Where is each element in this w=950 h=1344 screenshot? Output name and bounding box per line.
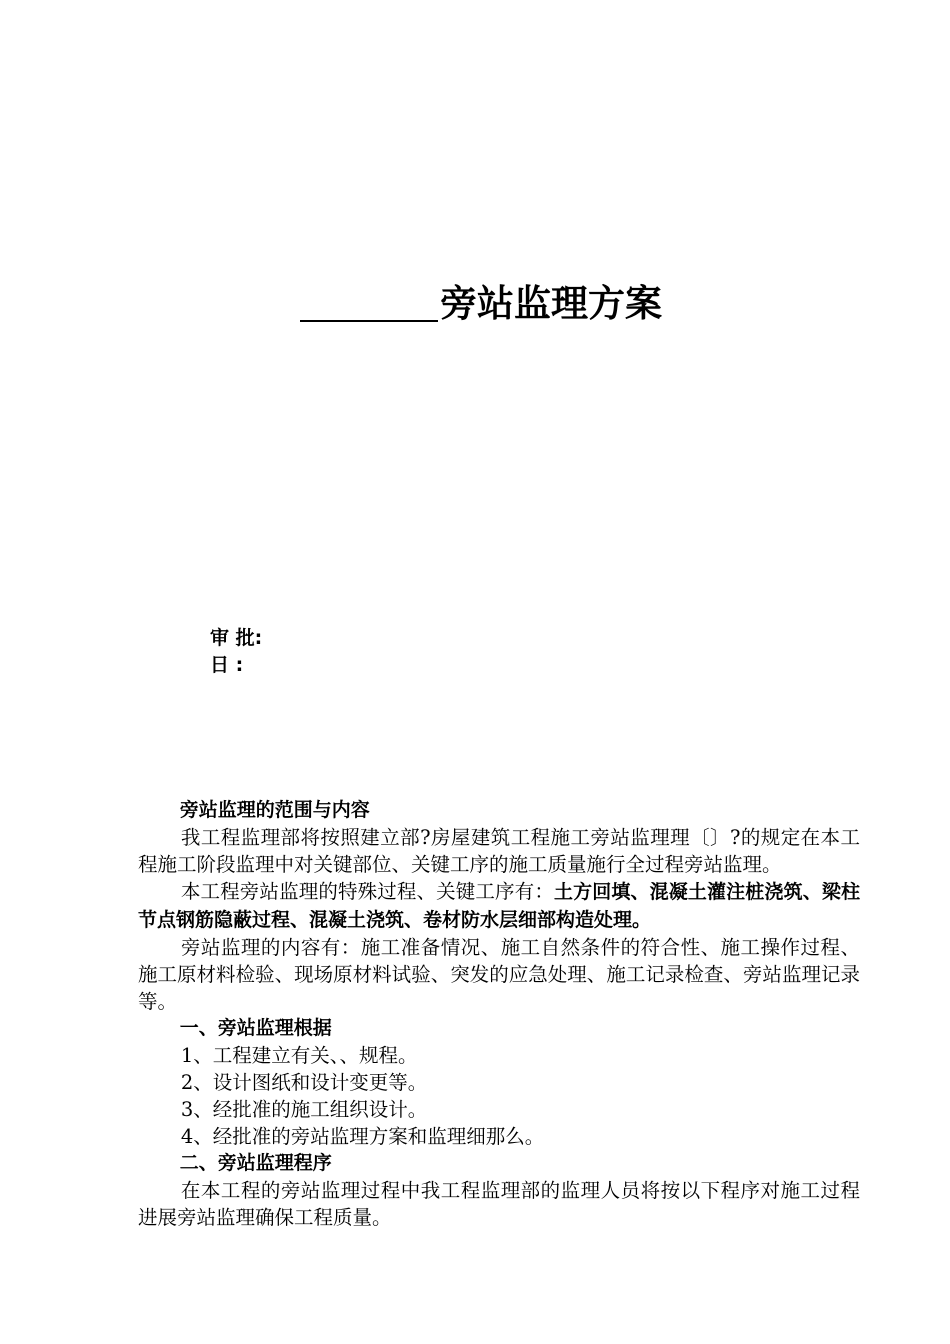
procedure-paragraph: 在本工程的旁站监理过程中我工程监理部的监理人员将按以下程序对施工过程进展旁站监理确保工程质量。 bbox=[138, 1179, 860, 1229]
scope-paragraph-2 bbox=[138, 878, 860, 934]
basis-heading: 一、旁站监理根据 bbox=[179, 1017, 332, 1039]
date-label: 日 : bbox=[210, 654, 244, 676]
scope-paragraph-2-text: 本工程旁站监理的特殊过程、关键工序有： bbox=[180, 880, 554, 903]
approval-block bbox=[210, 625, 262, 679]
document-body bbox=[138, 797, 860, 1231]
document-title bbox=[300, 278, 860, 330]
basis-item: 4、经批准的旁站监理方案和监理细那么。 bbox=[180, 1125, 545, 1148]
scope-heading: 旁站监理的范围与内容 bbox=[179, 799, 370, 821]
title-text: 旁站监理方案 bbox=[440, 282, 662, 325]
approve-label: 审 批: bbox=[210, 627, 263, 649]
basis-item: 2、设计图纸和设计变更等。 bbox=[180, 1071, 428, 1094]
key-processes-list: 土方回填、混凝土灌注桩浇筑、梁柱节点钢筋隐蔽过程、混凝土浇筑、卷材防水层细部构造处理。 bbox=[138, 881, 860, 931]
title-blank-line bbox=[300, 280, 438, 322]
basis-item: 1、工程建立有关、、规程。 bbox=[180, 1044, 418, 1067]
basis-item: 3、经批准的施工组织设计。 bbox=[180, 1098, 428, 1121]
scope-paragraph-3: 旁站监理的内容有：施工准备情况、施工自然条件的符合性、施工操作过程、施工原材料检验、现场原材料试验、突发的应急处理、施工记录检查、旁站监理记录等。 bbox=[138, 936, 860, 1013]
scope-paragraph-1: 我工程监理部将按照建立部?房屋建筑工程施工旁站监理理〔〕?的规定在本工程施工阶段监理中对关键部位、关键工序的施工质量施行全过程旁站监理。 bbox=[138, 826, 860, 876]
procedure-heading: 二、旁站监理程序 bbox=[179, 1152, 332, 1174]
